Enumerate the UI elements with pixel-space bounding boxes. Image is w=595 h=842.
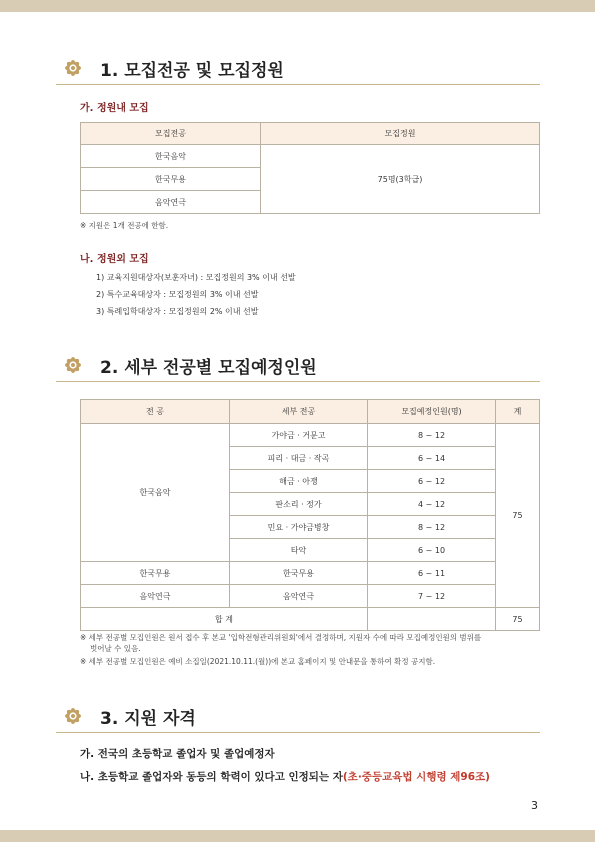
count-cell: 6 ~ 11: [368, 562, 496, 585]
flower-ornament-icon: [58, 350, 88, 380]
total-empty-cell: [368, 608, 496, 631]
major-cell: 음악연극: [81, 585, 230, 608]
count-cell: 6 ~ 12: [368, 470, 496, 493]
major-cell: 한국음악: [81, 424, 230, 562]
note: 벗어날 수 있음.: [90, 644, 141, 653]
section-title: 1. 모집전공 및 모집정원: [100, 61, 284, 81]
major-cell: 한국무용: [81, 168, 261, 191]
bottom-border-bar: [0, 830, 595, 842]
major-cell: 한국음악: [81, 145, 261, 168]
page-number: 3: [531, 799, 538, 812]
detail-cell: 한국무용: [230, 562, 368, 585]
note: ※ 세부 전공별 모집인원은 원서 접수 후 본교 '입학전형관리위원회'에서 결정하며, 지원자 수에 따라 모집예정인원의 범위를: [80, 633, 482, 642]
detail-cell: 민요 · 가야금병창: [230, 516, 368, 539]
note: ※ 세부 전공별 모집인원은 예비 소집일(2021.10.11.(월))에 본교 홈페이지 및 안내문을 통하여 확정 공지함.: [80, 657, 436, 666]
subheading-a: 가. 정원내 모집: [80, 103, 149, 114]
section-title: 2. 세부 전공별 모집예정인원: [100, 358, 317, 378]
qualification-b-law: (초·중등교육법 시행령 제96조): [342, 771, 490, 783]
count-cell: 6 ~ 10: [368, 539, 496, 562]
total-value-cell: 75: [496, 608, 540, 631]
detail-cell: 가야금 · 거문고: [230, 424, 368, 447]
detail-cell: 해금 · 아쟁: [230, 470, 368, 493]
detail-quota-table: [80, 399, 540, 631]
col-header: 모집전공: [81, 123, 261, 145]
top-border-bar: [0, 0, 595, 12]
section-title: 3. 지원 자격: [100, 709, 196, 729]
qualification-b-text: 나. 초등학교 졸업자와 동등의 학력이 있다고 인정되는 자: [80, 771, 343, 783]
qualification-b: [80, 769, 490, 784]
col-header: 전 공: [81, 400, 230, 424]
major-cell: 음악연극: [81, 191, 261, 214]
subheading-b: 나. 정원외 모집: [80, 254, 149, 265]
count-cell: 6 ~ 14: [368, 447, 496, 470]
count-cell: 4 ~ 12: [368, 493, 496, 516]
col-header: 계: [496, 400, 540, 424]
col-header: 세부 전공: [230, 400, 368, 424]
count-cell: 7 ~ 12: [368, 585, 496, 608]
section-rule: [56, 381, 540, 382]
sum-cell: 75: [496, 424, 540, 608]
list-item: 2) 특수교육대상자 : 모집정원의 3% 이내 선발: [96, 290, 259, 299]
list-item: 1) 교육지원대상자(보훈자녀) : 모집정원의 3% 이내 선발: [96, 273, 296, 282]
major-cell: 한국무용: [81, 562, 230, 585]
qualification-a: 가. 전국의 초등학교 졸업자 및 졸업예정자: [80, 748, 275, 760]
count-cell: 8 ~ 12: [368, 424, 496, 447]
detail-cell: 피리 · 대금 · 작곡: [230, 447, 368, 470]
quota-cell: 75명(3학급): [261, 145, 540, 214]
flower-ornament-icon: [58, 701, 88, 731]
detail-cell: 음악연극: [230, 585, 368, 608]
section-1-header: [56, 49, 540, 85]
detail-cell: 타악: [230, 539, 368, 562]
detail-cell: 판소리 · 정가: [230, 493, 368, 516]
quota-table: [80, 122, 540, 214]
flower-ornament-icon: [58, 53, 88, 83]
section-rule: [56, 732, 540, 733]
list-item: 3) 특례입학대상자 : 모집정원의 2% 이내 선발: [96, 307, 259, 316]
col-header: 모집예정인원(명): [368, 400, 496, 424]
section-rule: [56, 84, 540, 85]
total-label-cell: 합 계: [81, 608, 368, 631]
note: ※ 지원은 1개 전공에 한함.: [80, 221, 169, 230]
count-cell: 8 ~ 12: [368, 516, 496, 539]
section-3-header: [56, 697, 540, 733]
section-2-header: [56, 346, 540, 382]
col-header: 모집정원: [261, 123, 540, 145]
